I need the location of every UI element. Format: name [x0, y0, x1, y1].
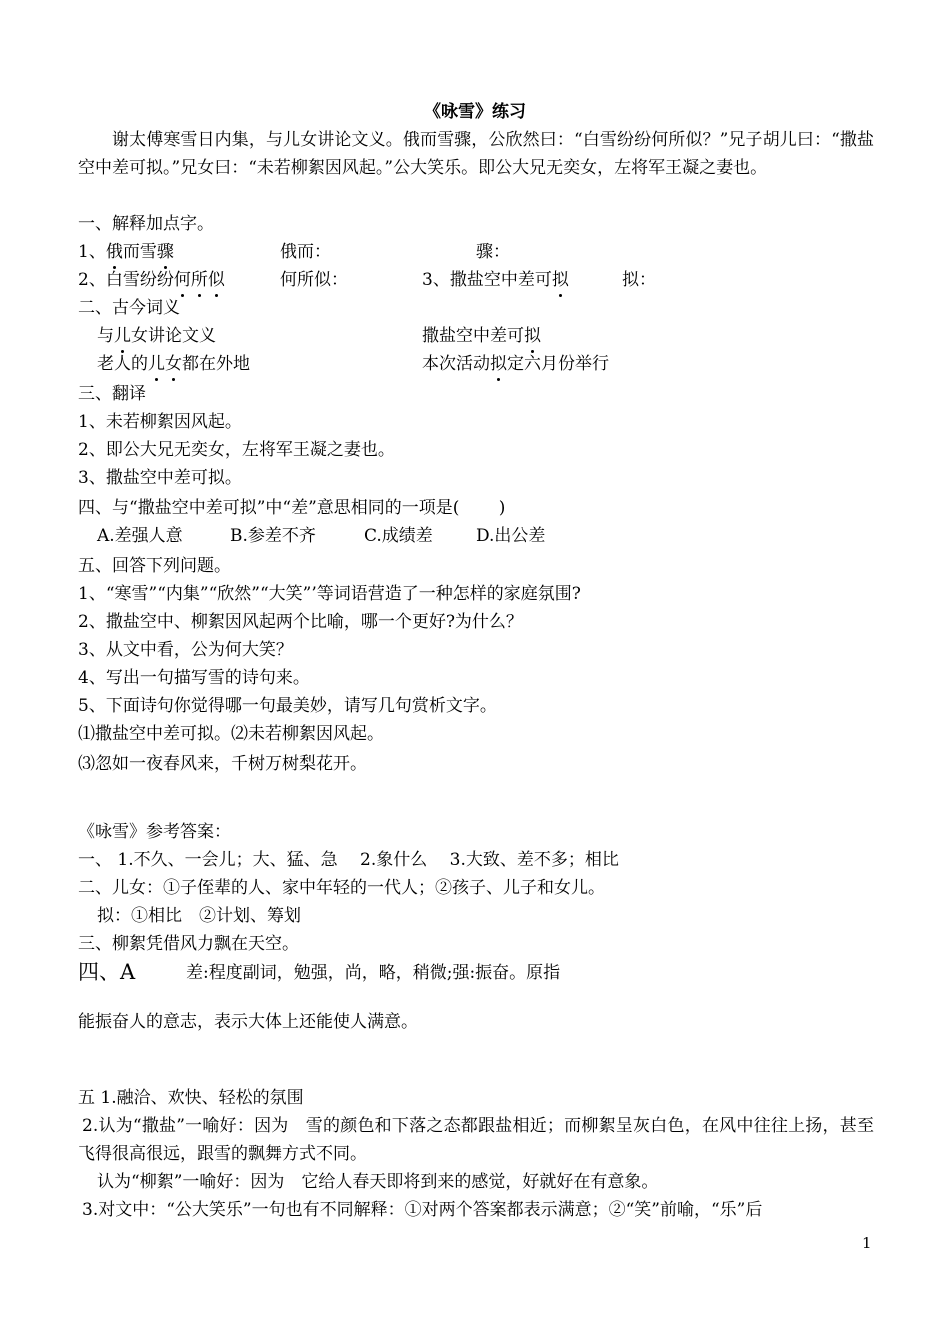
s2-b2-rest: 定六月份举行 [507, 354, 609, 374]
doc-title: 《咏雪》练习 [424, 102, 526, 122]
answer-1: 一、 1.不久、一会儿；大、猛、急 2.象什么 3.大致、差不多；相比 [78, 850, 619, 870]
s4-option-b: B.参差不齐 [230, 526, 316, 546]
s1-item3-text: 3、撒盐空中差可 [422, 270, 552, 290]
answers-heading: 《咏雪》参考答案： [78, 822, 231, 842]
s1-term-hesuosi: 何所似： [280, 270, 348, 290]
answer-5-2: 2.认为“撒盐”一喻好：因为 雪的颜色和下落之态都跟盐相近；而柳絮呈灰白色，在风中往往上扬，甚至飞得很高很远，跟雪的飘舞方式不同。 [78, 1116, 874, 1164]
s2-a1-rest: 女讲论文义 [131, 326, 216, 346]
dotted-char: 俄 [106, 238, 123, 266]
s2-b1-text: 老人的 [97, 354, 148, 374]
s2-b1-rest: 都在外地 [182, 354, 250, 374]
s3-item: 1、未若柳絮因风起。 [78, 412, 242, 432]
s2-a2-text: 撒盐空中差可 [422, 326, 524, 346]
s2-a2 [422, 322, 541, 350]
dotted-char: 似 [208, 266, 225, 294]
dotted-char: 女 [165, 350, 182, 378]
answer-4: 差:程度副词，勉强，尚，略，稍微;强:振奋。原指 [186, 963, 561, 983]
section4-heading: 四、与“撒盐空中差可拟”中“差”意思相同的一项是( ) [78, 498, 506, 518]
s3-item: 2、即公大兄无奕女，左将军王凝之妻也。 [78, 440, 395, 460]
s1-row2 [78, 266, 225, 294]
section1-heading: 一、解释加点字。 [78, 214, 214, 234]
passage-text: 谢太傅寒雪日内集，与儿女讲论文义。俄而雪骤，公欣然曰：“白雪纷纷何所似？”兄子胡儿曰：“撒盐空中差可拟。”兄女曰：“未若柳絮因风起。”公大笑乐。即公大兄无奕女，左将军王凝之妻也。 [78, 130, 874, 178]
answer-5-3: 3.对文中：“公大笑乐”一句也有不同解释：①对两个答案都表示满意；②“笑”前喻，“乐”后 [82, 1200, 763, 1220]
section3-heading: 三、翻译 [78, 384, 146, 404]
answer-2: 二、儿女：①子侄辈的人、家中年轻的一代人；②孩子、儿子和女儿。 [78, 878, 605, 898]
s1-row1-mid: 而雪 [122, 242, 157, 262]
answer-5: 五 1.融洽、欢快、轻松的氛围 [78, 1088, 304, 1108]
s2-b1 [97, 350, 250, 378]
dotted-char: 儿 [114, 322, 131, 350]
s1-item3 [422, 266, 569, 294]
s4-option-c: C.成绩差 [364, 526, 433, 546]
s1-row1-prefix: 1、 [78, 242, 106, 262]
dotted-char: 儿 [148, 350, 165, 378]
section2-heading: 二、古今词义 [78, 298, 180, 318]
s2-b2-text: 本次活动 [422, 354, 490, 374]
answer-3: 三、柳絮凭借风力飘在天空。 [78, 934, 299, 954]
s5-item: 1、“寒雪”“内集”“欣然”“大笑”’等词语营造了一种怎样的家庭氛围? [78, 584, 581, 604]
answer-4-label: 四、A [78, 960, 136, 984]
dotted-char: 拟 [490, 350, 507, 378]
s1-row1 [78, 238, 174, 266]
dotted-char: 拟 [552, 266, 569, 294]
s5-item: 3、从文中看，公为何大笑？ [78, 640, 293, 660]
s5-item: ⑶忽如一夜春风来，千树万树梨花开。 [78, 754, 367, 774]
s2-a1 [97, 322, 216, 350]
answer-5-2b: 认为“柳絮”一喻好：因为 它给人春天即将到来的感觉，好就好在有意象。 [97, 1172, 659, 1192]
s4-option-d: D.出公差 [476, 526, 546, 546]
answer-4-cont: 能振奋人的意志，表示大体上还能使人满意。 [78, 1012, 418, 1032]
s2-a1-text: 与 [97, 326, 114, 346]
dotted-char: 何 [174, 266, 191, 294]
section5-heading: 五、回答下列问题。 [78, 556, 231, 576]
s5-item: 5、下面诗句你觉得哪一句最美妙，请写几句赏析文字。 [78, 696, 497, 716]
answer-2b: 拟：①相比 ②计划、筹划 [97, 906, 301, 926]
s2-b2 [422, 350, 609, 378]
page-number: 1 [862, 1234, 872, 1252]
s1-term-eer: 俄而： [280, 242, 331, 262]
dotted-char: 所 [191, 266, 208, 294]
s1-row2-prefix: 2、白雪纷纷 [78, 270, 174, 290]
s5-item: 2、撒盐空中、柳絮因风起两个比喻，哪一个更好?为什么？ [78, 612, 523, 632]
s3-item: 3、撒盐空中差可拟。 [78, 468, 242, 488]
s4-option-a: A.差强人意 [97, 526, 183, 546]
s5-item: 4、写出一句描写雪的诗句来。 [78, 668, 310, 688]
dotted-char: 骤 [157, 238, 174, 266]
s1-term-ni: 拟： [622, 270, 656, 290]
s5-item: ⑴撒盐空中差可拟。⑵未若柳絮因风起。 [78, 724, 384, 744]
dotted-char: 拟 [524, 322, 541, 350]
s1-term-zhou: 骤： [476, 242, 510, 262]
